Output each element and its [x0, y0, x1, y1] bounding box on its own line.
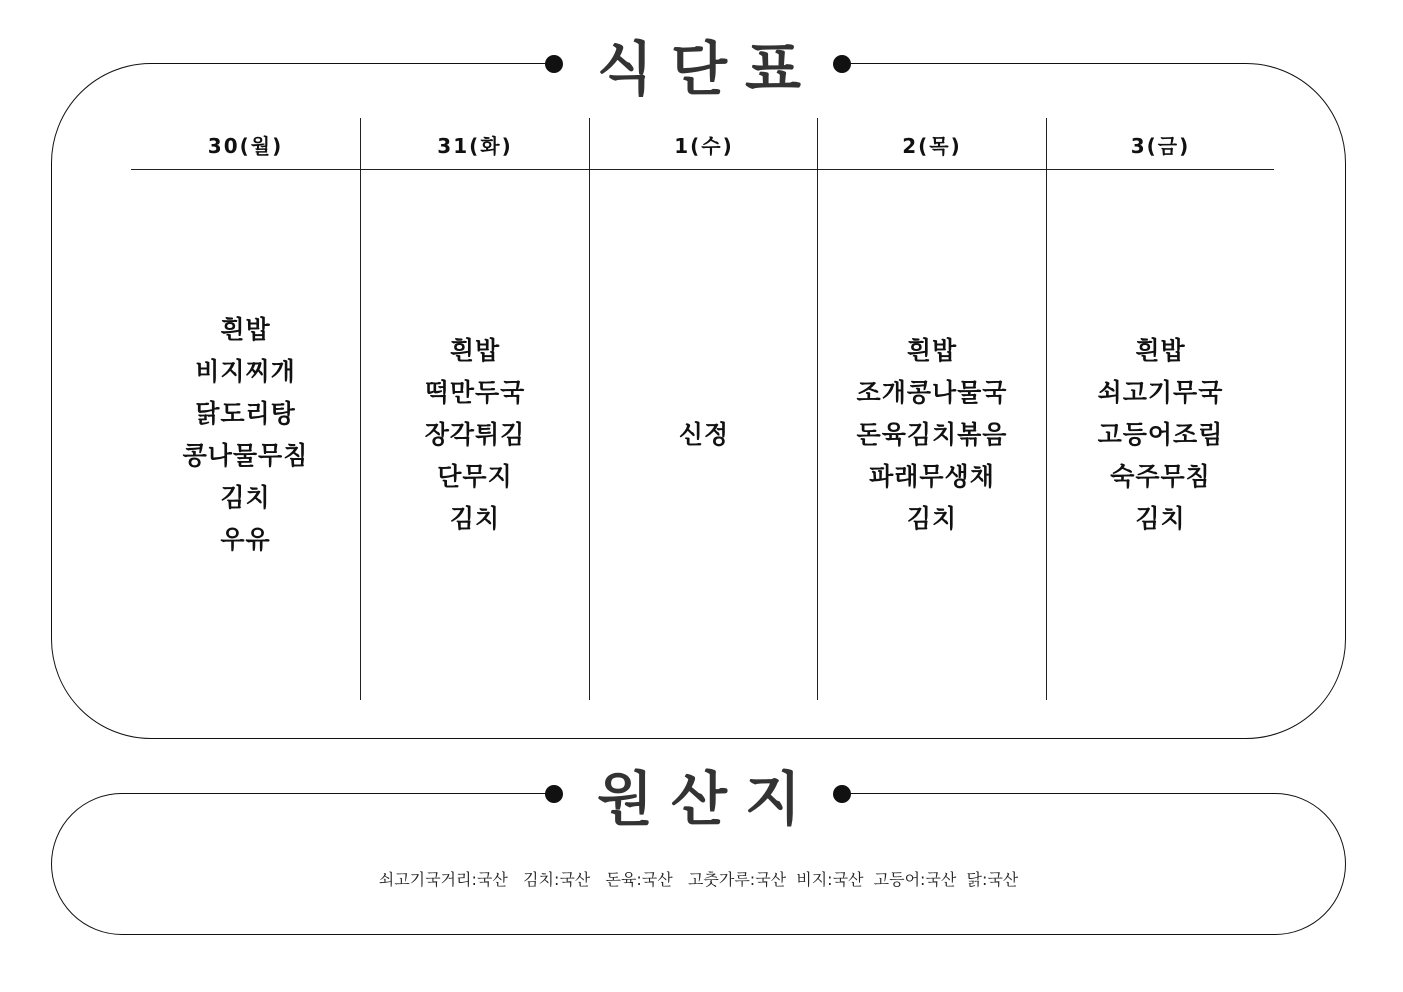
menu-item: 고등어조림 — [1097, 420, 1224, 449]
menu-item: 흰밥 — [449, 336, 501, 365]
day-items — [131, 170, 360, 700]
day-items — [818, 170, 1046, 700]
menu-item: 조개콩나물국 — [856, 378, 1008, 407]
menu-title-left-dot — [545, 55, 563, 73]
menu-item: 김치 — [906, 504, 958, 533]
day-column-thu — [817, 118, 1046, 700]
menu-item: 김치 — [1135, 504, 1186, 533]
day-items — [590, 170, 818, 700]
menu-item: 신정 — [678, 420, 730, 449]
day-column-wed — [589, 118, 818, 700]
menu-item: 쇠고기무국 — [1097, 378, 1224, 407]
origin-list: 쇠고기국거리:국산 김치:국산 돈육:국산 고춧가루:국산 비지:국산 고등어:국산 닭:국산 — [378, 870, 1019, 889]
menu-item: 장각튀김 — [424, 420, 526, 449]
day-column-mon — [131, 118, 360, 700]
menu-item: 닭도리탕 — [195, 399, 296, 428]
origin-title: 원산지 — [596, 765, 820, 833]
menu-item: 떡만두국 — [424, 378, 526, 407]
day-items — [361, 170, 589, 700]
menu-item: 파래무생채 — [869, 462, 995, 491]
day-header: 3(금) — [1130, 133, 1191, 158]
menu-item: 흰밥 — [220, 315, 271, 344]
day-items — [1047, 170, 1274, 700]
day-header: 31(화) — [437, 133, 513, 158]
menu-item: 흰밥 — [1135, 336, 1186, 365]
menu-item: 흰밥 — [906, 336, 958, 365]
menu-item: 김치 — [449, 504, 501, 533]
menu-item: 비지찌개 — [195, 357, 296, 386]
menu-item: 김치 — [220, 483, 271, 512]
day-column-fri — [1046, 118, 1274, 700]
day-header: 1(수) — [674, 133, 734, 158]
menu-item: 콩나물무침 — [182, 441, 309, 470]
origin-title-left-dot — [545, 785, 563, 803]
menu-item: 돈육김치볶음 — [856, 420, 1008, 449]
menu-item: 우유 — [220, 525, 271, 554]
menu-item: 숙주무침 — [1110, 462, 1211, 491]
day-header: 2(목) — [902, 133, 962, 158]
day-header: 30(월) — [207, 133, 284, 158]
menu-table — [131, 118, 1274, 700]
menu-item: 단무지 — [437, 462, 513, 491]
menu-title: 식단표 — [596, 35, 820, 103]
day-column-tue — [360, 118, 589, 700]
